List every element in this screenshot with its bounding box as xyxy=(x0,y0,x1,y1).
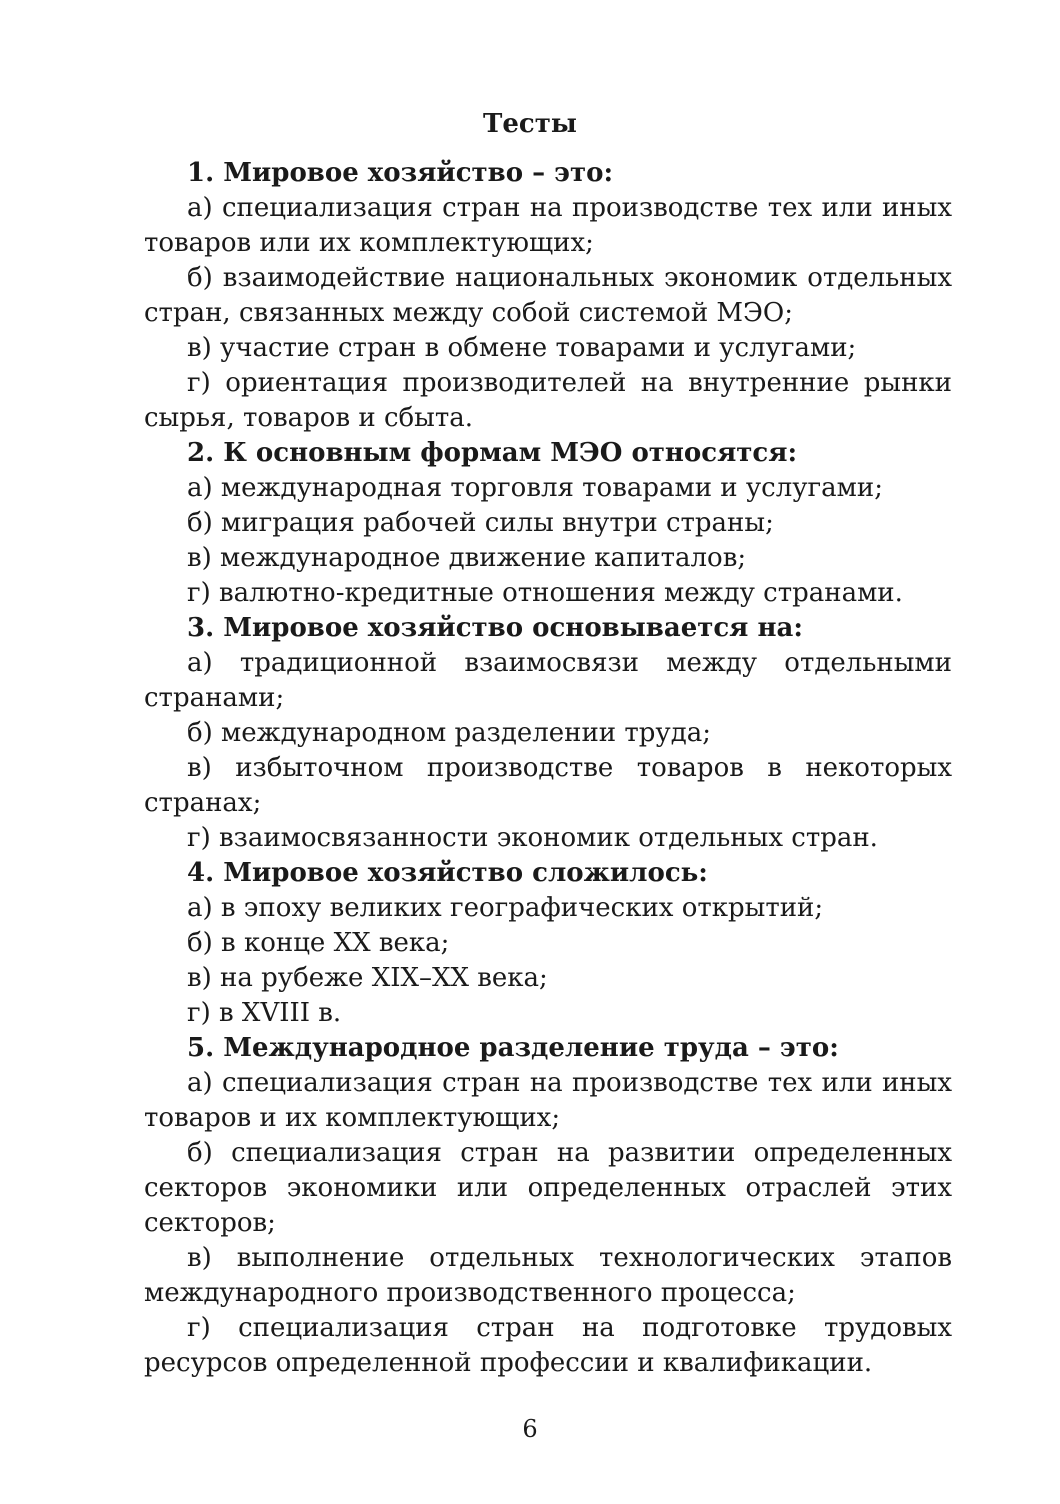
question-5: 5. Международное разделение труда – это: xyxy=(187,1033,839,1063)
answer-3b: б) международном разделении труда; xyxy=(187,718,711,748)
page-number: 6 xyxy=(522,1415,538,1443)
answer-1b: б) взаимодействие национальных экономик отдельных стран, связанных между собой системой МЭО; xyxy=(144,263,952,328)
answer-4c: в) на рубеже XIX–XX века; xyxy=(187,963,548,993)
answer-4b: б) в конце XX века; xyxy=(187,928,450,958)
answer-3d: г) взаимосвязанности экономик отдельных стран. xyxy=(187,823,878,853)
question-3: 3. Мировое хозяйство основывается на: xyxy=(187,613,803,643)
answer-5b: б) специализация стран на развитии определенных секторов экономики или определенных отраслей этих секторов; xyxy=(144,1138,952,1238)
answer-1a: а) специализация стран на производстве тех или иных товаров или их комплектующих; xyxy=(144,193,952,258)
question-4: 4. Мировое хозяйство сложилось: xyxy=(187,858,708,888)
answer-4d: г) в XVIII в. xyxy=(187,998,342,1028)
answer-2b: б) миграция рабочей силы внутри страны; xyxy=(187,508,774,538)
answer-5c: в) выполнение отдельных технологических этапов международного производственного процесса; xyxy=(144,1243,952,1308)
answer-5d: г) специализация стран на подготовке трудовых ресурсов определенной профессии и квалификации. xyxy=(144,1313,952,1378)
answer-2d: г) валютно-кредитные отношения между странами. xyxy=(187,578,903,608)
answer-1c: в) участие стран в обмене товарами и услугами; xyxy=(187,333,857,363)
answer-2a: а) международная торговля товарами и услугами; xyxy=(187,473,883,503)
page-title: Тесты xyxy=(483,109,577,139)
answer-4a: а) в эпоху великих географических открытий; xyxy=(187,893,824,923)
question-1: 1. Мировое хозяйство – это: xyxy=(187,158,614,188)
answer-1d: г) ориентация производителей на внутренние рынки сырья, товаров и сбыта. xyxy=(144,368,952,433)
question-2: 2. К основным формам МЭО относятся: xyxy=(187,438,798,468)
test-questions xyxy=(144,156,952,1381)
answer-3c: в) избыточном производстве товаров в некоторых странах; xyxy=(144,753,952,818)
answer-3a: а) традиционной взаимосвязи между отдельными странами; xyxy=(144,648,952,713)
answer-5a: а) специализация стран на производстве тех или иных товаров и их комплектующих; xyxy=(144,1068,952,1133)
answer-2c: в) международное движение капиталов; xyxy=(187,543,747,573)
